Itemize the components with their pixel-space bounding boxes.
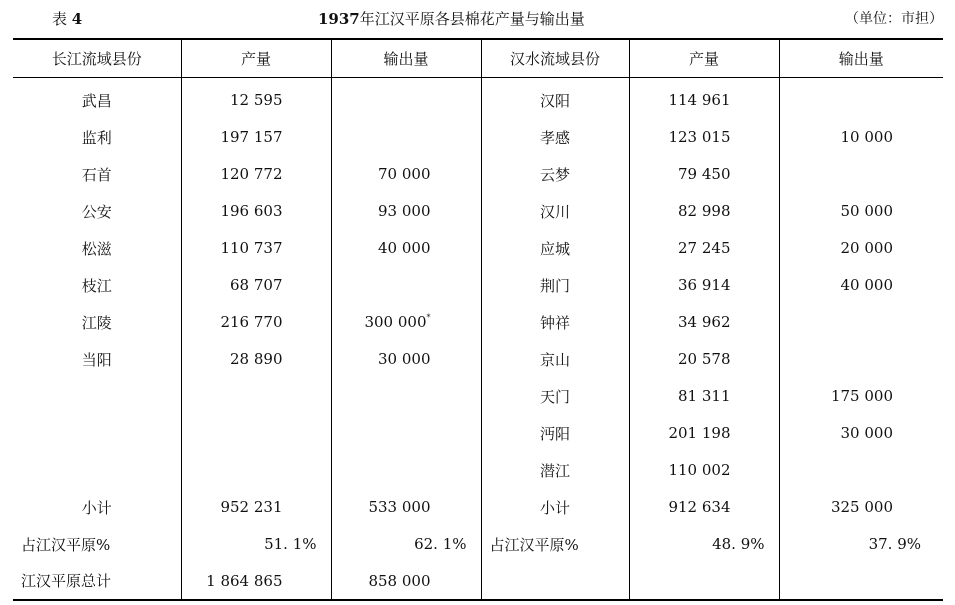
table-row — [13, 452, 943, 489]
han-export-cell: 30 000 — [840, 424, 893, 442]
share-yangtze-output: 51. 1% — [181, 526, 331, 563]
han-export-cell: 50 000 — [840, 202, 893, 220]
share-han-export: 37. 9% — [868, 535, 921, 553]
total-label: 江汉平原总计 — [13, 563, 181, 600]
total-han-export-empty — [779, 563, 943, 600]
yangtze-county-cell: 武昌 — [13, 77, 181, 119]
title-text: 年江汉平原各县棉花产量与输出量 — [359, 10, 585, 28]
table-row — [13, 378, 943, 415]
share-yangtze-export: 62. 1% — [331, 526, 481, 563]
header-row — [13, 39, 943, 77]
han-output-cell: 110 002 — [629, 452, 779, 489]
yangtze-county-cell — [13, 452, 181, 489]
yangtze-county-cell: 枝江 — [13, 267, 181, 304]
han-county-cell: 汉阳 — [481, 77, 629, 119]
yangtze-export-cell — [331, 193, 481, 230]
total-han-output-empty — [629, 563, 779, 600]
yangtze-export-cell — [331, 267, 481, 304]
share-row — [13, 526, 943, 563]
table-row — [13, 119, 943, 156]
table-body — [13, 77, 943, 600]
footnote-mark: * — [426, 313, 431, 322]
han-county-cell: 潜江 — [481, 452, 629, 489]
yangtze-export-value: 40 000 — [378, 239, 431, 257]
share-label-han: 占江汉平原% — [481, 526, 629, 563]
table-label — [52, 8, 82, 29]
table-row — [13, 156, 943, 193]
table-row — [13, 415, 943, 452]
table-caption — [0, 0, 955, 36]
yangtze-county-cell: 当阳 — [13, 341, 181, 378]
yangtze-county-cell: 松滋 — [13, 230, 181, 267]
han-export-cell — [779, 77, 943, 119]
yangtze-output-cell: 952 231 — [181, 489, 331, 526]
han-output-cell: 27 245 — [629, 230, 779, 267]
header-yangtze-county: 长江流域县份 — [13, 39, 181, 77]
han-county-cell: 京山 — [481, 341, 629, 378]
table-row — [13, 267, 943, 304]
han-output-cell: 34 962 — [629, 304, 779, 341]
header-yangtze-export: 输出量 — [331, 39, 481, 77]
title-year: 1937 — [318, 10, 360, 28]
table-row — [13, 193, 943, 230]
share-han-output: 48. 9% — [629, 526, 779, 563]
yangtze-output-cell: 110 737 — [181, 230, 331, 267]
yangtze-export-cell — [331, 378, 481, 415]
table-label-text: 表 — [52, 10, 68, 28]
yangtze-county-cell: 公安 — [13, 193, 181, 230]
yangtze-export-cell — [331, 230, 481, 267]
yangtze-output-cell: 216 770 — [181, 304, 331, 341]
han-output-cell: 81 311 — [629, 378, 779, 415]
total-output: 1 864 865 — [181, 563, 331, 600]
han-output-cell: 82 998 — [629, 193, 779, 230]
yangtze-output-cell: 197 157 — [181, 119, 331, 156]
han-output-cell: 114 961 — [629, 77, 779, 119]
han-output-cell: 20 578 — [629, 341, 779, 378]
share-label-yangtze: 占江汉平原% — [13, 526, 181, 563]
han-county-cell: 天门 — [481, 378, 629, 415]
unit-note: （单位：市担） — [845, 11, 943, 27]
han-output-cell: 912 634 — [629, 489, 779, 526]
yangtze-county-cell: 江陵 — [13, 304, 181, 341]
yangtze-export-cell — [331, 304, 481, 341]
yangtze-county-cell — [13, 415, 181, 452]
han-export-cell: 20 000 — [840, 239, 893, 257]
han-export-cell: 10 000 — [840, 128, 893, 146]
yangtze-export-cell — [331, 415, 481, 452]
yangtze-county-cell — [13, 378, 181, 415]
yangtze-export-cell — [331, 77, 481, 119]
han-output-cell: 36 914 — [629, 267, 779, 304]
table-title — [318, 8, 585, 29]
total-han-county-empty — [481, 563, 629, 600]
yangtze-export-cell — [331, 341, 481, 378]
total-export: 858 000 — [331, 563, 481, 600]
yangtze-export-value: 93 000 — [378, 202, 431, 220]
han-export-cell: 40 000 — [840, 276, 893, 294]
han-county-cell: 孝感 — [481, 119, 629, 156]
yangtze-export-cell — [331, 119, 481, 156]
han-output-cell: 79 450 — [629, 156, 779, 193]
yangtze-export-cell — [331, 452, 481, 489]
table-number: 4 — [71, 10, 83, 28]
table-row — [13, 489, 943, 526]
table-row — [13, 77, 943, 119]
yangtze-county-cell: 小计 — [13, 489, 181, 526]
table-row — [13, 341, 943, 378]
yangtze-county-cell: 石首 — [13, 156, 181, 193]
header-han-export: 输出量 — [779, 39, 943, 77]
header-han-output: 产量 — [629, 39, 779, 77]
han-export-cell — [779, 156, 943, 193]
yangtze-export-cell — [331, 489, 481, 526]
total-row — [13, 563, 943, 600]
han-output-cell: 123 015 — [629, 119, 779, 156]
yangtze-output-cell: 28 890 — [181, 341, 331, 378]
header-yangtze-output: 产量 — [181, 39, 331, 77]
table-row — [13, 230, 943, 267]
han-county-cell: 应城 — [481, 230, 629, 267]
yangtze-export-value: 70 000 — [378, 165, 431, 183]
cotton-table — [13, 38, 943, 601]
han-county-cell: 云梦 — [481, 156, 629, 193]
yangtze-output-cell: 120 772 — [181, 156, 331, 193]
yangtze-output-cell: 68 707 — [181, 267, 331, 304]
yangtze-output-cell: 12 595 — [181, 77, 331, 119]
table-row — [13, 304, 943, 341]
yangtze-export-value: 300 000 — [364, 313, 427, 331]
header-han-county: 汉水流域县份 — [481, 39, 629, 77]
yangtze-export-value: 30 000 — [378, 350, 431, 368]
yangtze-county-cell: 监利 — [13, 119, 181, 156]
han-county-cell: 沔阳 — [481, 415, 629, 452]
han-export-cell — [779, 452, 943, 489]
yangtze-output-cell — [181, 378, 331, 415]
yangtze-export-value: 533 000 — [368, 498, 431, 516]
han-county-cell: 小计 — [481, 489, 629, 526]
han-county-cell: 钟祥 — [481, 304, 629, 341]
han-output-cell: 201 198 — [629, 415, 779, 452]
han-county-cell: 汉川 — [481, 193, 629, 230]
yangtze-output-cell — [181, 452, 331, 489]
yangtze-output-cell: 196 603 — [181, 193, 331, 230]
han-export-cell: 325 000 — [830, 498, 893, 516]
han-export-cell: 175 000 — [830, 387, 893, 405]
han-export-cell — [779, 304, 943, 341]
han-county-cell: 荆门 — [481, 267, 629, 304]
han-export-cell — [779, 341, 943, 378]
yangtze-output-cell — [181, 415, 331, 452]
yangtze-export-cell — [331, 156, 481, 193]
